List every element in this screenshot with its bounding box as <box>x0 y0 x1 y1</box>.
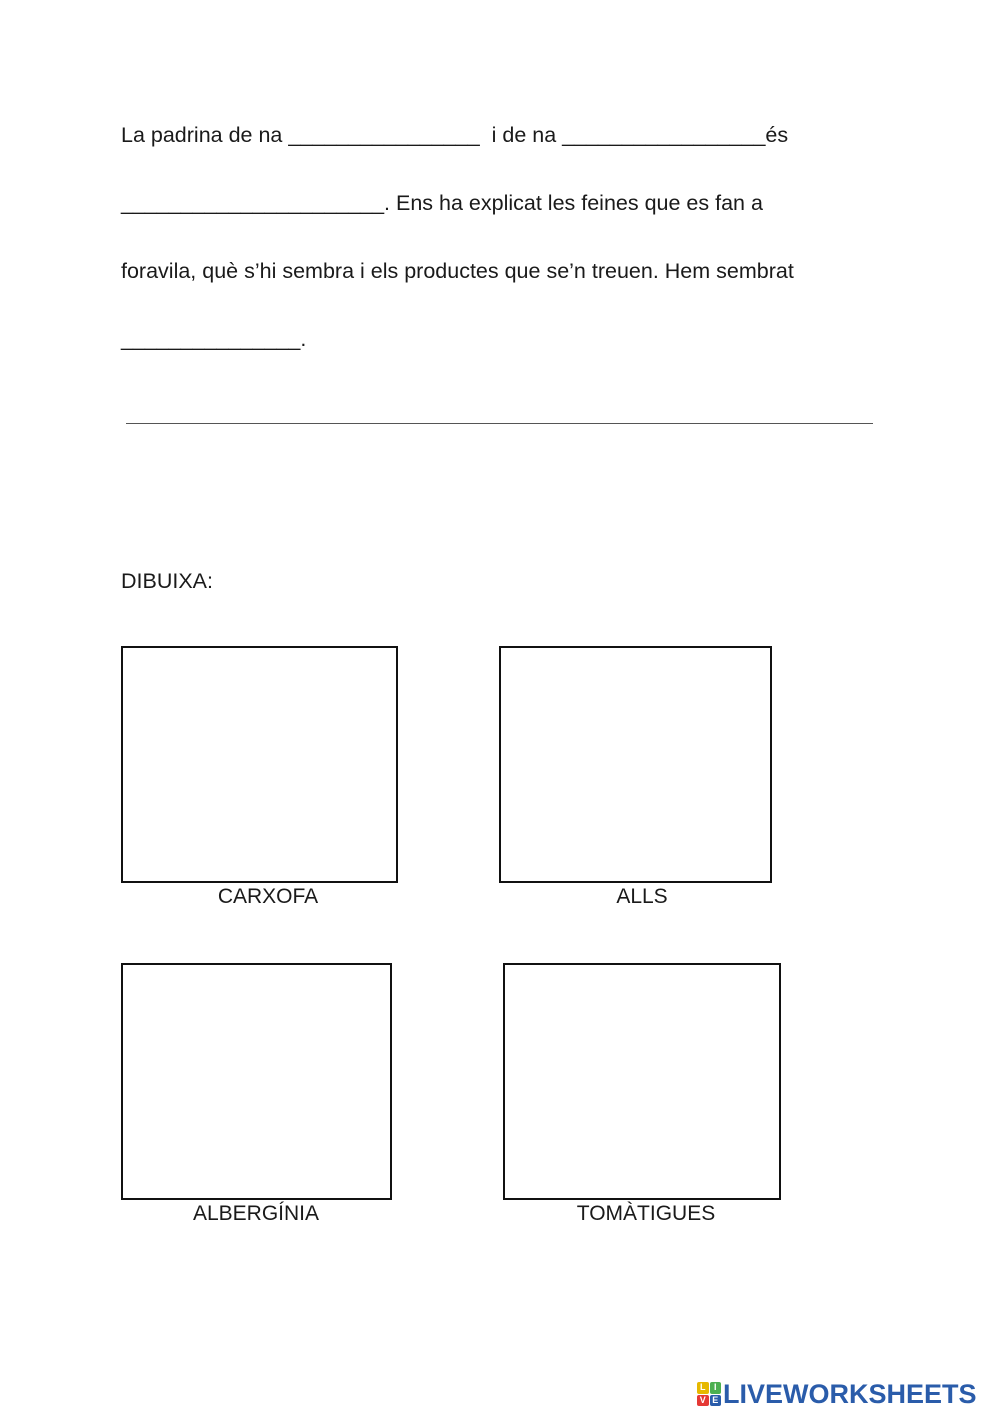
drawing-box-tomàtigues[interactable] <box>503 963 781 1200</box>
logo-mark-icon <box>697 1382 721 1406</box>
drawing-caption: TOMÀTIGUES <box>576 1202 716 1225</box>
logo-text: LIVEWORKSHEETS <box>723 1378 977 1409</box>
paragraph-line-4: _______________. <box>121 327 307 351</box>
drawing-box-albergínia[interactable] <box>121 963 392 1200</box>
drawing-box-carxofa[interactable] <box>121 646 398 883</box>
drawing-box-alls[interactable] <box>499 646 772 883</box>
logo-mark-letter: L <box>697 1382 709 1394</box>
drawing-caption: CARXOFA <box>217 885 319 908</box>
liveworksheets-logo <box>697 1377 977 1411</box>
divider-line <box>126 423 873 424</box>
logo-mark-letter: I <box>710 1382 722 1394</box>
logo-mark-letter: V <box>697 1395 709 1407</box>
paragraph-line-1: La padrina de na ________________ i de na _________________és <box>121 123 789 147</box>
paragraph-line-2: ______________________. Ens ha explicat les feines que es fan a <box>121 191 763 215</box>
draw-heading: DIBUIXA: <box>121 569 213 593</box>
drawing-caption: ALBERGÍNIA <box>192 1202 320 1225</box>
paragraph-line-3: foravila, què s’hi sembra i els productes que se’n treuen. Hem sembrat <box>121 259 794 283</box>
logo-mark-letter: E <box>710 1395 722 1407</box>
drawing-caption: ALLS <box>616 885 668 908</box>
